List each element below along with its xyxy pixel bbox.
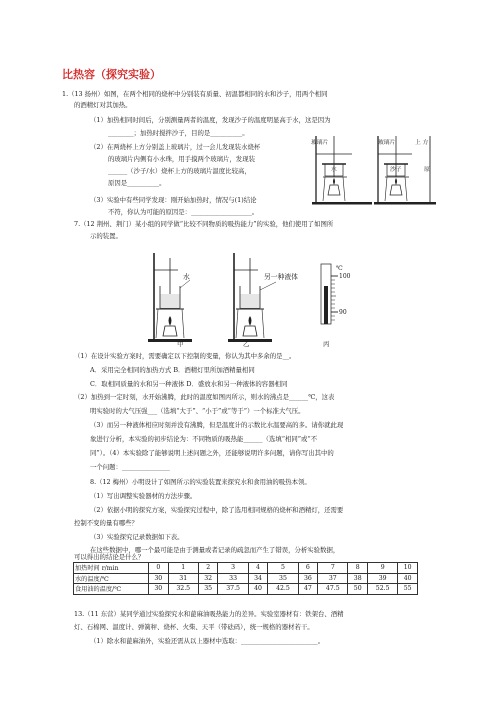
q1-part1-line2: ________；加热时搅拌沙子，目的是__________。 (108, 129, 249, 137)
q7-option-ab: A．采用完全相同的加热方式 B．酒精灯里所加酒精量相同 (90, 366, 255, 374)
table-cell: 4 (248, 563, 268, 574)
q13-stem-line2: 灯、石棉网、温度计、弹簧秤、烧杯、火柴、天平（带砝码），统一规格的器材若干。 (74, 623, 314, 631)
q8-part2-line2: 控制不变的量有哪些？ (74, 519, 138, 527)
table-row-header: 加热时间 r/min (74, 563, 149, 574)
q7-part1: （1）在设计实验方案时，需要确定以下控制的变量，你认为其中多余的是__。 (74, 352, 296, 360)
table-cell: 55 (398, 584, 418, 595)
table-cell: 35 (268, 573, 298, 584)
q7-fig-label-water: 水 (183, 273, 190, 281)
q1-part1-line1: （1）加热相同时间后，分别测量两者的温度，发现沙子的温度明显高于水，这是因为 (90, 116, 331, 124)
q1-part3-line2: 不符，你认为可能的原因是：___________________。 (108, 208, 259, 216)
table-row-header: 水的温度/℃ (74, 573, 149, 584)
q7-fig-label-unit: ℃ (336, 265, 343, 272)
table-row (74, 563, 418, 574)
table-cell: 35 (198, 584, 218, 595)
q1-part2-line2: 的玻璃片内侧有小水珠，用手摸两个玻璃片，发现装 (108, 155, 255, 163)
q7-caption-yi: 乙 (243, 340, 250, 348)
q7-fig-label-other-liquid: 另一种液体 (264, 273, 298, 281)
q1-fig-label-glass-left: 玻璃片 (311, 140, 329, 146)
q1-fig-label-glass-right: 玻璃片 (378, 140, 396, 146)
q7-stem-line1: 7.（12 荆州、荆门）某小组的同学做“比较不同物质的吸热能力”的实验，他们使用了如图所 (74, 220, 334, 228)
q7-caption-bing: 丙 (323, 340, 330, 348)
q7-part2-line1: （2）加热到一定时刻，水开始沸腾，此时的温度如图丙所示，则水的沸点是______℃，这表 (74, 393, 335, 401)
q1-stem-line2: 的酒精灯对其加热。 (74, 101, 132, 109)
q7-option-cd: C．取相同质量的水和另一种液体 D．盛放水和另一种液体的容器相同 (90, 380, 288, 388)
q7-fig-label-100: 100 (339, 273, 351, 280)
table-cell: 47.5 (318, 584, 348, 595)
table-cell: 33 (218, 573, 248, 584)
table-cell: 31 (168, 573, 198, 584)
table-cell: 42.5 (268, 584, 298, 595)
table-cell: 47 (298, 584, 318, 595)
q7-caption-jia: 甲 (177, 340, 184, 348)
q8-part1: （1）写出调整实验器材的方法步骤。 (90, 492, 197, 500)
table-cell: 38 (348, 573, 368, 584)
table-cell: 40 (248, 584, 268, 595)
table-cell: 36 (298, 573, 318, 584)
table-cell: 50 (348, 584, 368, 595)
table-cell: 5 (268, 563, 298, 574)
table-cell: 40 (398, 573, 418, 584)
table-cell: 9 (368, 563, 398, 574)
q1-part3-line1: （3）实验中有些同学发现：刚开始加热时，情况与(1)结论 (90, 196, 257, 204)
q1-fig-label-water: 水 (331, 167, 337, 173)
q8-stem: 8.（12 梅州）小明设计了如图所示的实验装置来探究水和食用油的吸热本领。 (90, 478, 311, 486)
q1-fig-label-shangfang: 上 方 (415, 140, 429, 146)
q7-part3-line2: 象进行分析，本实验的初步结论为：不同物质的吸热能______（选填“相同”或“不 (90, 435, 318, 443)
q7-part3-line3: 同”）。（4）本实验除了能够说明上述问题之外，还能够说明许多问题，请你写出其中的 (90, 449, 334, 457)
table-cell: 37.5 (218, 584, 248, 595)
table-cell: 6 (298, 563, 318, 574)
page-title: 比热容（探究实验） (62, 68, 161, 81)
table-cell: 7 (318, 563, 348, 574)
q7-apparatus-figure (146, 250, 372, 350)
q7-part3-line1: （3）而另一种液体相应时刻并没有沸腾，但是温度计的示数比水温要高的多。请你就此现 (90, 421, 344, 429)
q7-part2-line2: 明实验时的大气压强___（选填“大于”、“小于”或“等于”）一个标准大气压。 (90, 407, 305, 415)
q13-stem-line1: 13.（11 东营）某同学通过实验探究水和蓖麻油吸热能力的差异。实验室器材有：铁架台、酒精 (74, 610, 344, 618)
q8-part4-line2: 可以得出的结论是什么？ (74, 553, 145, 561)
table-cell: 30 (149, 573, 169, 584)
q1-stem-line1: 1.（13 扬州）如图，在两个相同的烧杯中分别装有质量、初温都相同的水和沙子，用两个相同 (62, 90, 328, 98)
q8-part3: （3）实验探究记录数据如下表。 (90, 533, 184, 541)
table-cell: 3 (218, 563, 248, 574)
q1-part2-line4: 原因是__________。 (108, 179, 166, 187)
q1-part2-line3: ______（沙子/水）烧杯上方的玻璃片温度比较高， (108, 167, 251, 175)
data-table (73, 562, 418, 595)
q1-fig-label-sand: 沙子 (390, 167, 402, 173)
table-row-header: 食用油的温度/℃ (74, 584, 149, 595)
q8-part4-line1: 在这些数据中，哪一个最可能是由于测量或者记录的疏忽而产生了错误，分析实验数据， (90, 546, 340, 554)
q7-part3-line4: 一个问题：_______________ (90, 463, 170, 471)
q7-fig-label-90: 90 (339, 309, 347, 316)
table-row (74, 584, 418, 595)
table-cell: 32.5 (168, 584, 198, 595)
q1-fig-label-yuan: 原 (424, 167, 430, 173)
table-cell: 34 (248, 573, 268, 584)
table-cell: 10 (398, 563, 418, 574)
q1-apparatus-figure (312, 133, 438, 205)
q7-stem-line2: 示的装置。 (90, 232, 122, 240)
q8-part2-line1: （2）依据小明的探究方案，实验探究过程中，除了选用相同规格的烧杯和酒精灯，还需要 (90, 506, 344, 514)
table-cell: 8 (348, 563, 368, 574)
table-cell: 2 (198, 563, 218, 574)
table-cell: 0 (149, 563, 169, 574)
table-cell: 30 (149, 584, 169, 595)
q1-part2-line1: （2）在两烧杯上方分别盖上玻璃片，过一会儿发现装水烧杯 (90, 143, 261, 151)
table-cell: 52.5 (368, 584, 398, 595)
table-cell: 39 (368, 573, 398, 584)
table-cell: 37 (318, 573, 348, 584)
table-cell: 32 (198, 573, 218, 584)
table-cell: 1 (168, 563, 198, 574)
q13-part1: （1）除水和蓖麻油外，实验还需从以上器材中选取：________________________。 (90, 637, 325, 645)
table-row (74, 573, 418, 584)
